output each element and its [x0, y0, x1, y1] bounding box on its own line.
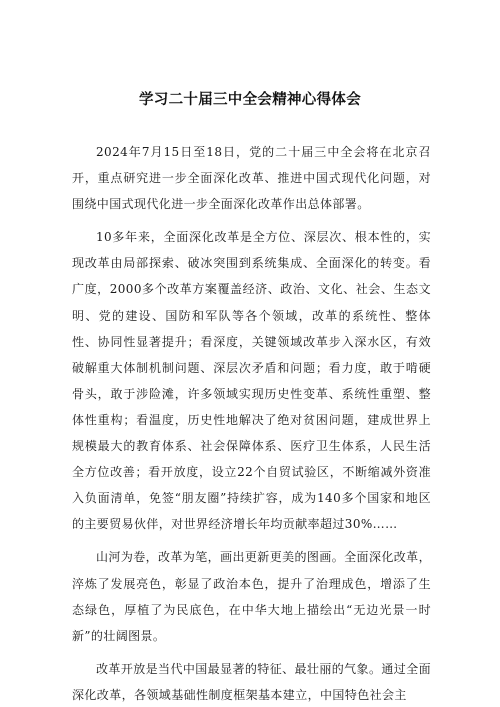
paragraph-1: 2024年7月15日至18日，党的二十届三中全会将在北京召开，重点研究进一步全面深化改革、推进中国式现代化问题，对围绕中国式现代化进一步全面深化改革作出总体部署。 [72, 145, 431, 212]
document-body [72, 139, 431, 704]
paragraph-3: 山河为卷，改革为笔，画出更新更美的图画。全面深化改革，淬炼了发展亮色，彰显了政治本色，提升了治理成色，增添了生态绿色，厚植了为民底色，在中华大地上描绘出“无边光景一时新”的壮阔图景。 [72, 550, 431, 643]
paragraph-2: 10多年来，全面深化改革是全方位、深层次、根本性的，实现改革由局部探索、破冰突围到系统集成、全面深化的转变。看广度，2000多个改革方案覆盖经济、政治、文化、社会、生态文明、党的建设、国防和军队等各个领域，改革的系统性、整体性、协同性显著提升；看深度，关键领域改革步入深水区，有效破解重大体制机制问题、深层次矛盾和问题；看力度，敢于啃硬骨头，敢于涉险滩，许多领域实现历史性变革、系统性重塑、整体性重构；看温度，历史性地解决了绝对贫困问题，建成世界上规模最大的教育体系、社会保障体系、医疗卫生体系，人民生活全方位改善；看开放度，设立22个自贸试验区，不断缩减外资准入负面清单，免签“朋友圈”持续扩容，成为140多个国家和地区的主要贸易伙伴，对世界经济增长年均贡献率超过30%…… [72, 230, 431, 532]
document-title: 学习二十届三中全会精神心得体会 [139, 92, 361, 108]
paragraph-4: 改革开放是当代中国最显著的特征、最壮丽的气象。通过全面深化改革，各领域基础性制度框架基本建立，中国特色社会主 [72, 661, 431, 702]
